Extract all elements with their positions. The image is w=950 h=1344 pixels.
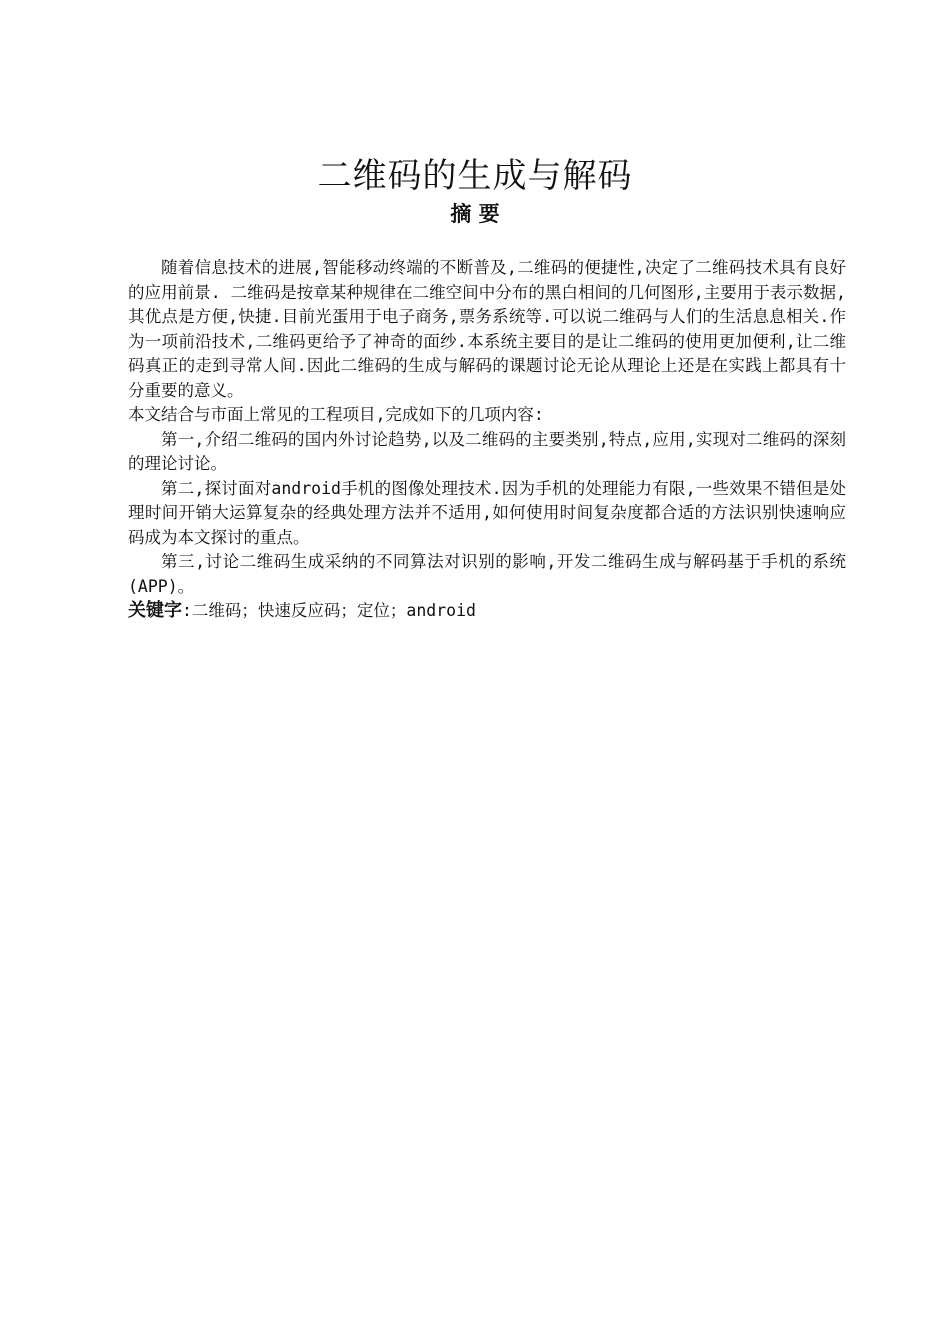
keywords-line (128, 599, 846, 624)
keywords-label: 关键字 (128, 600, 182, 621)
document-title: 二维码的生成与解码 (317, 156, 633, 196)
abstract-paragraph-third: 第三,讨论二维码生成采纳的不同算法对识别的影响,开发二维码生成与解码基于手机的系统(APP)。 (128, 552, 846, 596)
keywords-text: :二维码；快速反应码；定位；android (182, 601, 476, 620)
abstract-paragraph-second: 第二,探讨面对android手机的图像处理技术.因为手机的处理能力有限,一些效果不错但是处理时间开销大运算复杂的经典处理方法并不适用,如何使用时间复杂度都合适的方法识别快速响应码成为本文探讨的重点。 (128, 478, 846, 547)
abstract-heading: 摘 要 (450, 202, 500, 226)
abstract-paragraph-first: 第一,介绍二维码的国内外讨论趋势,以及二维码的主要类别,特点,应用,实现对二维码的深刻的理论讨论。 (128, 429, 846, 473)
abstract-paragraph-summary: 本文结合与市面上常见的工程项目,完成如下的几项内容: (128, 405, 544, 424)
abstract-paragraph-intro: 随着信息技术的进展,智能移动终端的不断普及,二维码的便捷性,决定了二维码技术具有良好的应用前景. 二维码是按章某种规律在二维空间中分布的黑白相间的几何图形,主要用于表示数据,其优点是方便,快捷.目前光蛋用于电子商务,票务系统等.可以说二维码与人们的生活息息相关.作为一项前沿技术,二维码更给予了神奇的面纱.本系统主要目的是让二维码的使用更加便利,让二维码真正的走到寻常人间.因此二维码的生成与解码的课题讨论无论从理论上还是在实践上都具有十分重要的意义。 (128, 258, 846, 400)
abstract-body (128, 256, 846, 624)
